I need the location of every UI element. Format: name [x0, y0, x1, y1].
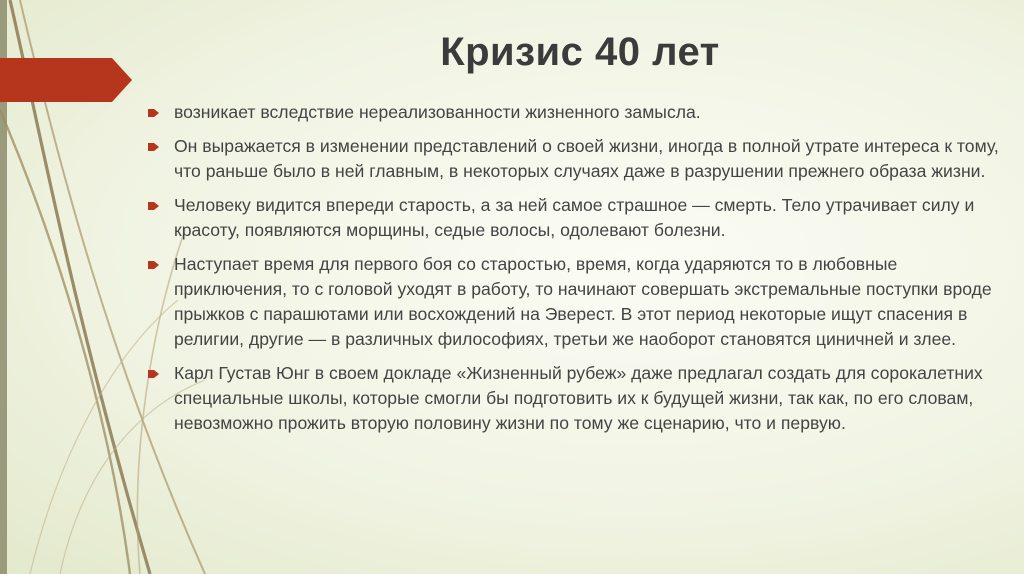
bullet-item [148, 252, 1004, 352]
bullet-item [148, 361, 1004, 436]
bullet-item [148, 134, 1004, 184]
arrow-bullet-icon [148, 142, 160, 152]
arrow-bullet-icon [148, 201, 160, 211]
bullet-item [148, 100, 1004, 125]
arrow-bullet-icon [148, 260, 160, 270]
slide-title: Кризис 40 лет [440, 30, 720, 74]
bullet-text: возникает вследствие нереализованности жизненного замысла. [174, 102, 701, 122]
bullet-text: Человеку видится впереди старость, а за ней самое страшное — смерть. Тело утрачивает силу и красоту, появляются морщины, седые волосы, одолевают болезни. [174, 195, 975, 240]
bullet-text: Он выражается в изменении представлений о своей жизни, иногда в полной утрате интереса к тому, что раньше было в ней главным, в некоторых случаях даже в разрушении прежнего образа жизни. [174, 136, 999, 181]
arrow-bullet-icon [148, 369, 160, 379]
bullet-item [148, 193, 1004, 243]
title-accent-tab [0, 58, 132, 102]
bullet-list [148, 100, 1004, 445]
arrow-bullet-icon [148, 108, 160, 118]
bullet-text: Карл Густав Юнг в своем докладе «Жизненный рубеж» даже предлагал создать для сорокалетних специальные школы, которые смогли бы подготовить их к будущей жизни, так как, по его словам, невозможно прожить вторую половину жизни по тому же сценарию, что и первую. [174, 363, 983, 433]
bullet-text: Наступает время для первого боя со старостью, время, когда ударяются то в любовные приключения, то с головой уходят в работу, то начинают совершать экстремальные поступки вроде прыжков с парашютами или восхождений на Эверест. В этот период некоторые ищут спасения в религии, другие — в различных философиях, третьи же наоборот становятся циничней и злее. [174, 254, 992, 349]
